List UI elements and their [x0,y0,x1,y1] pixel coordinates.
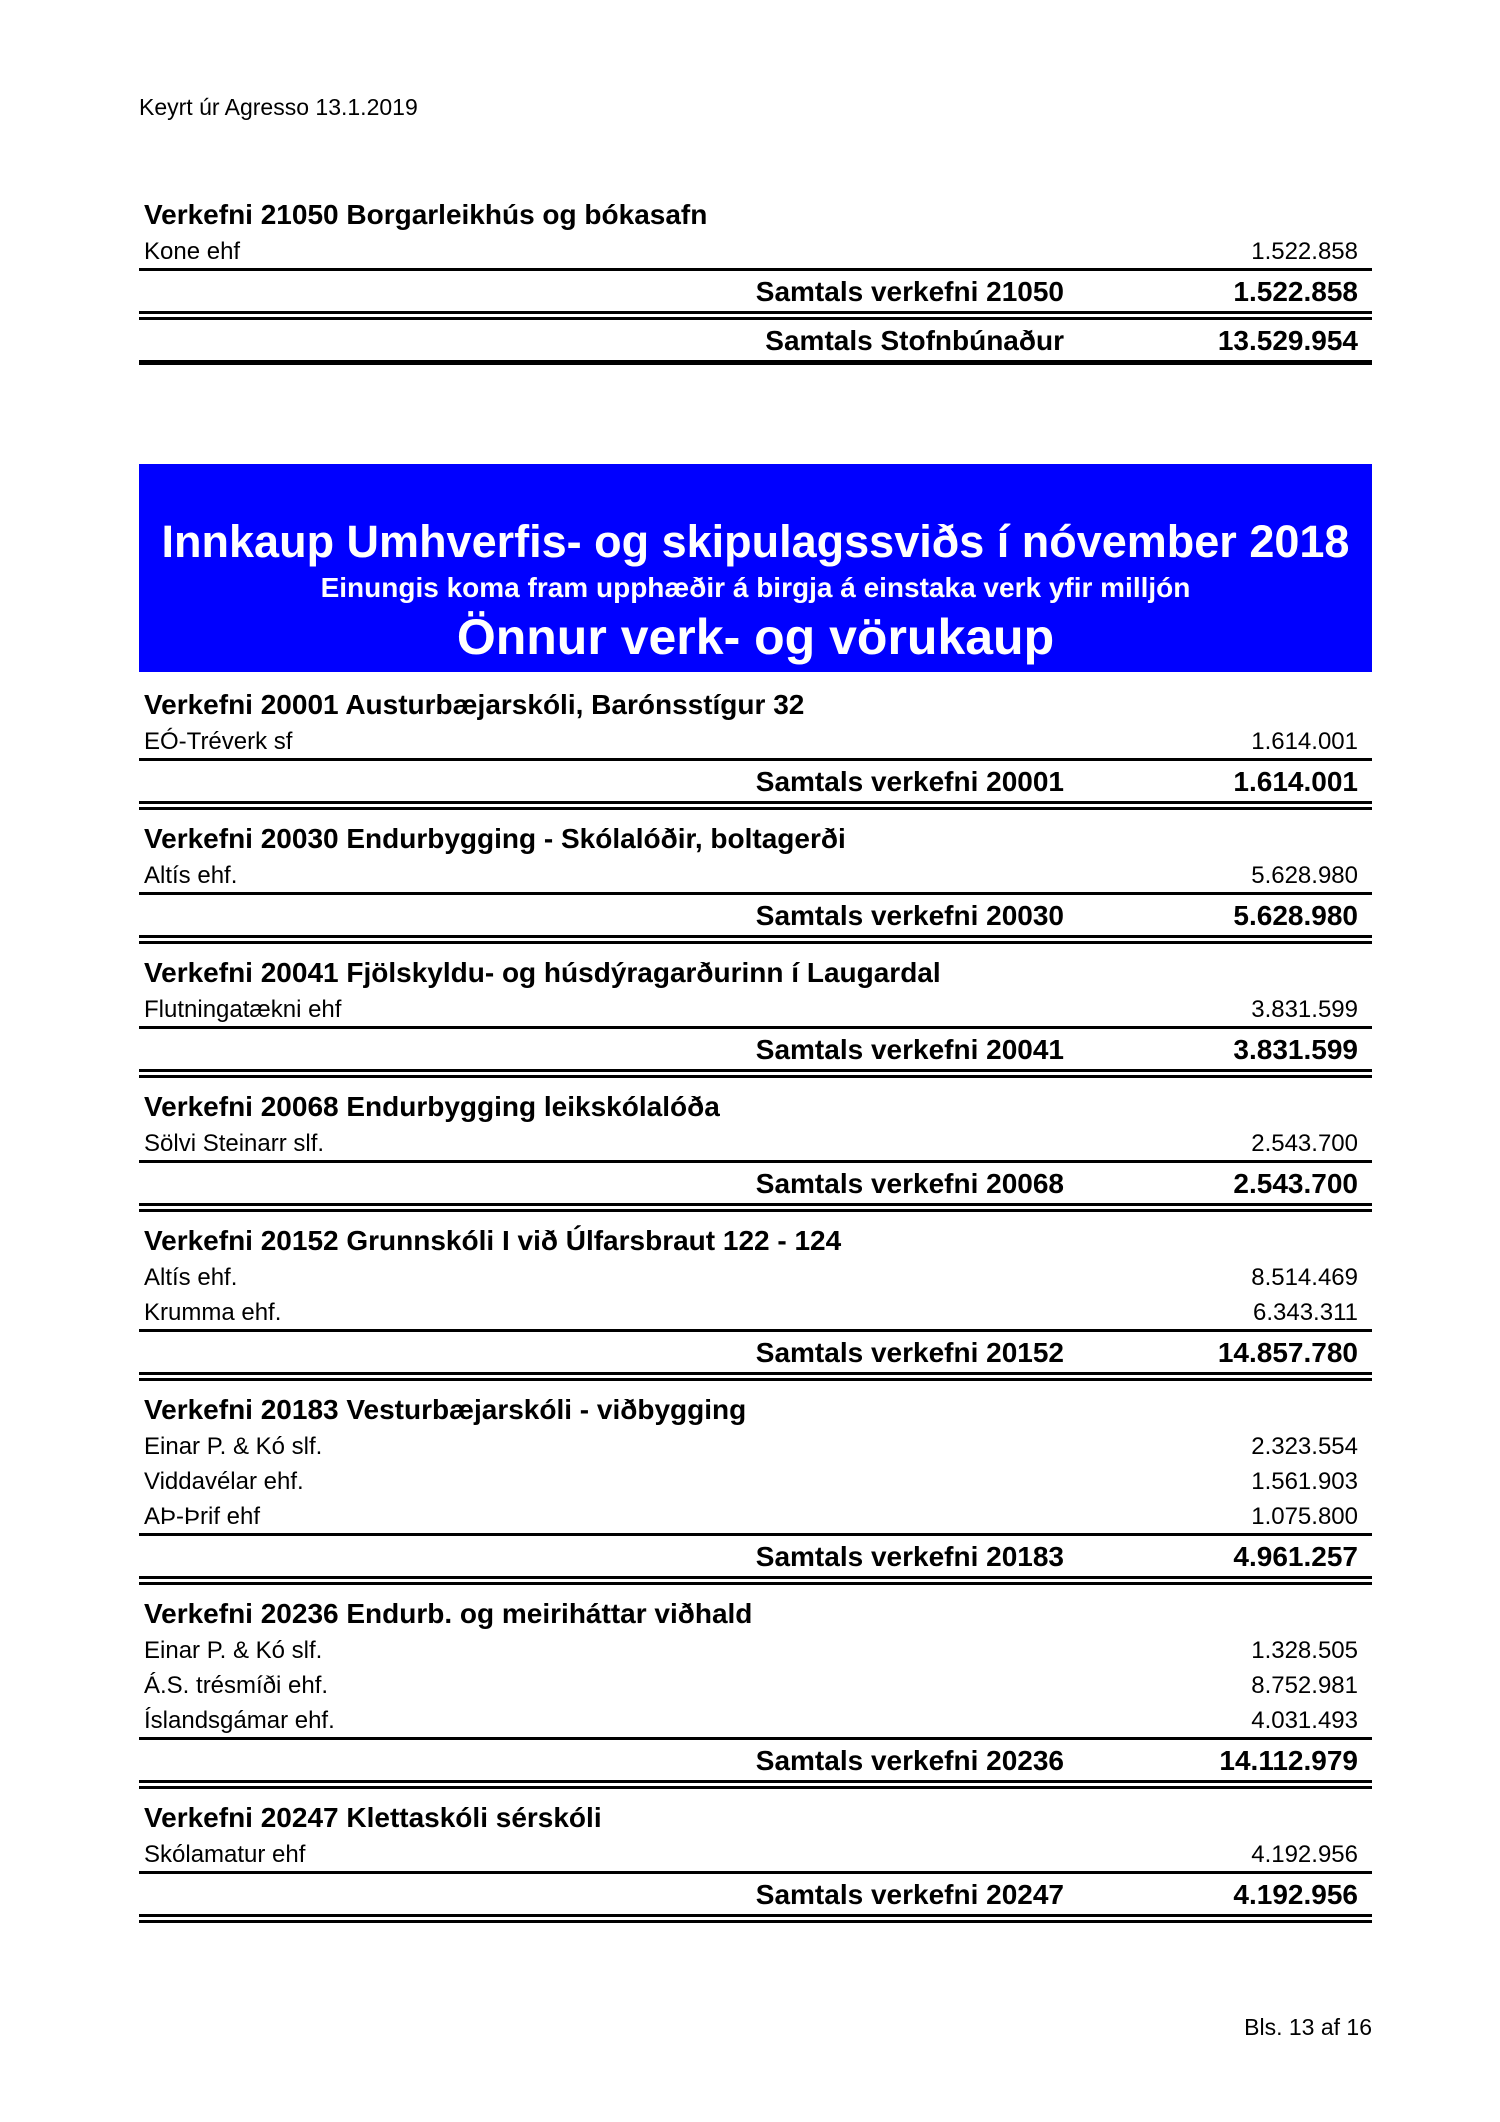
banner-title: Innkaup Umhverfis- og skipulagssviðs í nóvember 2018 [161,516,1350,567]
vendor-name: Einar P. & Kó slf. [144,1433,323,1460]
section-total [139,1740,1372,1780]
total-label: Samtals verkefni 20236 [755,1745,1064,1776]
amount: 1.561.903 [1251,1468,1358,1495]
amount: 8.514.469 [1251,1264,1358,1291]
report-source-header: Keyrt úr Agresso 13.1.2019 [139,94,418,120]
section-heading: Verkefni 20001 Austurbæjarskóli, Barónsstígur 32 [144,689,805,720]
amount: 5.628.980 [1251,862,1358,889]
total-label: Samtals verkefni 20030 [755,900,1064,931]
amount: 3.831.599 [1251,996,1358,1023]
vendor-name: Altís ehf. [144,1264,238,1291]
total-label: Samtals verkefni 20152 [755,1337,1064,1368]
project-section [139,1391,1372,1585]
vendor-name: Kone ehf [144,238,241,265]
vendor-name: Viddavélar ehf. [144,1468,304,1495]
section-total [139,1163,1372,1203]
project-section [139,1088,1372,1212]
table-row [139,233,1372,268]
amount: 1.075.800 [1251,1503,1358,1530]
table-row [139,857,1372,892]
amount: 1.522.858 [1251,238,1358,265]
vendor-name: Sölvi Steinarr slf. [144,1130,325,1157]
double-divider [139,311,1372,320]
project-section [139,954,1372,1078]
top-section [139,196,1372,365]
total-value: 4.961.257 [1233,1541,1358,1572]
section-total [139,895,1372,935]
table-row [139,1463,1372,1498]
total-value: 5.628.980 [1233,900,1358,931]
section-heading: Verkefni 20247 Klettaskóli sérskóli [144,1802,602,1833]
page-number: Bls. 13 af 16 [1244,2014,1372,2040]
vendor-name: EÓ-Tréverk sf [144,728,293,755]
banner-subtitle: Einungis koma fram upphæðir á birgja á einstaka verk yfir milljón [320,572,1191,603]
total-value: 3.831.599 [1233,1034,1358,1065]
table-row [139,1632,1372,1667]
vendor-name: Einar P. & Kó slf. [144,1637,323,1664]
section-heading: Verkefni 20236 Endurb. og meiriháttar viðhald [144,1598,753,1629]
amount: 2.323.554 [1251,1433,1358,1460]
total-value: 1.614.001 [1233,766,1358,797]
total-label: Samtals verkefni 21050 [755,276,1064,307]
project-section [139,1222,1372,1381]
grand-total-label: Samtals Stofnbúnaður [765,325,1064,356]
section-total [139,761,1372,801]
vendor-name: Krumma ehf. [144,1299,282,1326]
total-label: Samtals verkefni 20247 [755,1879,1064,1910]
project-section [139,1595,1372,1789]
section-banner [139,464,1372,672]
total-value: 14.857.780 [1217,1337,1358,1368]
total-label: Samtals verkefni 20041 [755,1034,1064,1065]
total-value: 1.522.858 [1233,276,1358,307]
vendor-name: AÞ-Þrif ehf [144,1503,261,1530]
section-heading: Verkefni 21050 Borgarleikhús og bókasafn [144,199,708,230]
project-sections [139,686,1372,1933]
amount: 4.192.956 [1251,1841,1358,1868]
section-total [139,271,1372,311]
total-value: 14.112.979 [1219,1745,1358,1776]
table-row [139,991,1372,1026]
total-value: 4.192.956 [1233,1879,1358,1910]
double-divider [139,1203,1372,1212]
project-section [139,1799,1372,1923]
vendor-name: Skólamatur ehf [144,1841,306,1868]
table-row [139,1667,1372,1702]
thick-divider [139,360,1372,365]
table-row [139,1259,1372,1294]
amount: 1.328.505 [1251,1637,1358,1664]
total-label: Samtals verkefni 20001 [755,766,1064,797]
section-total [139,1536,1372,1576]
section-total [139,1029,1372,1069]
double-divider [139,1576,1372,1585]
double-divider [139,1780,1372,1789]
section-heading: Verkefni 20152 Grunnskóli I við Úlfarsbraut 122 - 124 [144,1225,842,1256]
section-heading: Verkefni 20068 Endurbygging leikskólalóða [144,1091,720,1122]
table-row [139,1294,1372,1329]
section-total [139,1874,1372,1914]
total-label: Samtals verkefni 20183 [755,1541,1064,1572]
vendor-name: Altís ehf. [144,862,238,889]
double-divider [139,1372,1372,1381]
amount: 4.031.493 [1251,1707,1358,1734]
amount: 2.543.700 [1251,1130,1358,1157]
table-row [139,1125,1372,1160]
double-divider [139,1914,1372,1923]
double-divider [139,935,1372,944]
amount: 6.343.311 [1253,1299,1358,1326]
double-divider [139,1069,1372,1078]
section-heading: Verkefni 20041 Fjölskyldu- og húsdýragarðurinn í Laugardal [144,957,941,988]
amount: 8.752.981 [1251,1672,1358,1699]
total-value: 2.543.700 [1233,1168,1358,1199]
total-label: Samtals verkefni 20068 [755,1168,1064,1199]
section-total [139,1332,1372,1372]
table-row [139,1702,1372,1737]
banner-category: Önnur verk- og vörukaup [456,609,1055,665]
table-row [139,1428,1372,1463]
project-section [139,820,1372,944]
table-row [139,1498,1372,1533]
section-heading: Verkefni 20183 Vesturbæjarskóli - viðbygging [144,1394,747,1425]
grand-total-value: 13.529.954 [1217,325,1358,356]
project-section [139,686,1372,810]
table-row [139,1836,1372,1871]
vendor-name: Flutningatækni ehf [144,996,342,1023]
vendor-name: Íslandsgámar ehf. [144,1707,335,1734]
section-heading: Verkefni 20030 Endurbygging - Skólalóðir, boltagerði [144,823,846,854]
table-row [139,723,1372,758]
grand-total [139,320,1372,360]
amount: 1.614.001 [1251,728,1358,755]
vendor-name: Á.S. trésmíði ehf. [144,1672,329,1699]
double-divider [139,801,1372,810]
